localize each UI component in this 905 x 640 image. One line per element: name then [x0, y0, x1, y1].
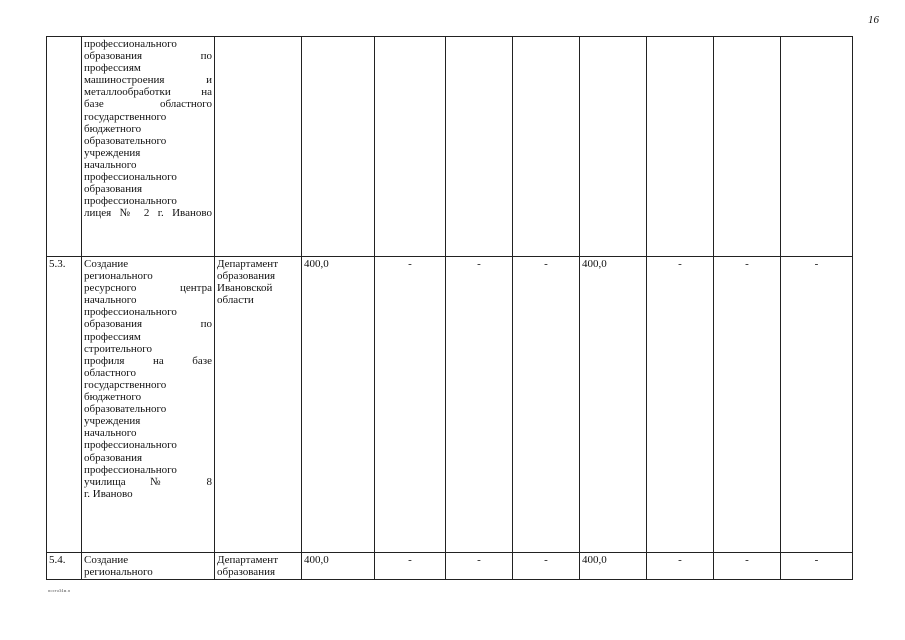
measure-name-line: профессионального	[84, 171, 177, 184]
measure-name-line: учреждения	[84, 415, 141, 428]
measure-name-line: образования	[84, 183, 143, 196]
year-amount-cell: -	[375, 257, 446, 553]
program-table	[46, 36, 853, 580]
measure-name-line: государственного	[84, 378, 167, 391]
executor-line: Ивановской	[217, 282, 273, 295]
measure-name-line: областного	[84, 366, 137, 379]
executor-line: образования	[217, 270, 276, 283]
measure-name-line: начального	[84, 158, 137, 171]
year-amount-cell	[781, 37, 853, 257]
measure-name-line: г. Иваново	[84, 487, 133, 500]
year-amount-cell: -	[781, 257, 853, 553]
measure-name-line: образовательного	[84, 134, 167, 147]
year-amount-cell	[375, 37, 446, 257]
measure-name-line: базе областного	[84, 98, 212, 111]
footer-mark: поста34м.п	[48, 588, 71, 593]
page-number: 16	[868, 14, 879, 26]
table-row	[47, 37, 853, 257]
executor-line: Департамент	[217, 554, 279, 566]
measure-name	[82, 257, 215, 553]
measure-name-line: профессионального	[84, 195, 177, 208]
measure-name-line: строительного	[84, 342, 153, 355]
year-amount-cell: -	[446, 553, 513, 580]
measure-name-line: образования по	[84, 318, 212, 331]
year-amount-cell: -	[714, 257, 781, 553]
year-amount-cell	[513, 37, 580, 257]
year-amount-cell	[446, 37, 513, 257]
total-amount: 400,0	[302, 553, 375, 580]
year-amount-cell	[647, 37, 714, 257]
measure-name-line: училища № 8	[84, 475, 212, 488]
executor	[215, 553, 302, 580]
measure-name-line: государственного	[84, 110, 167, 123]
year-amount-cell: -	[714, 553, 781, 580]
measure-name	[82, 37, 215, 257]
measure-name-line: бюджетного	[84, 122, 142, 135]
measure-name-line: профессиям	[84, 330, 141, 343]
measure-name-line: профиля на базе	[84, 354, 212, 367]
total-amount: 400,0	[302, 257, 375, 553]
year-amount-cell	[580, 37, 647, 257]
measure-name-line: профессионального	[84, 463, 177, 476]
table-row	[47, 553, 853, 580]
year-amount-cell: -	[647, 257, 714, 553]
executor	[215, 257, 302, 553]
measure-name-line: начального	[84, 427, 137, 440]
executor	[215, 37, 302, 257]
year-amount-cell: -	[446, 257, 513, 553]
year-amount-cell: 400,0	[580, 257, 647, 553]
measure-name	[82, 553, 215, 580]
measure-name-line: профессиям	[84, 62, 141, 75]
measure-name-line: Создание	[84, 258, 129, 270]
year-amount-cell: -	[647, 553, 714, 580]
row-index: 5.3.	[47, 257, 82, 553]
measure-name-line: Создание	[84, 554, 129, 566]
measure-name-line: бюджетного	[84, 391, 142, 404]
measure-name-line: профессионального	[84, 439, 177, 452]
executor-line: образования	[217, 566, 276, 579]
measure-name-line: лицея № 2 г. Иваново	[84, 207, 212, 220]
year-amount-cell: -	[513, 257, 580, 553]
executor-line: области	[217, 294, 254, 307]
measure-name-line: профессионального	[84, 306, 177, 319]
year-amount-cell: -	[375, 553, 446, 580]
measure-name-line: ресурсного центра	[84, 282, 212, 295]
row-index	[47, 37, 82, 257]
measure-name-line: образовательного	[84, 403, 167, 416]
measure-name-line: регионального	[84, 270, 153, 283]
table-row	[47, 257, 853, 553]
measure-name-line: начального	[84, 294, 137, 307]
measure-name-line: машиностроения и	[84, 74, 212, 87]
executor-line: Департамент	[217, 258, 279, 270]
year-amount-cell: -	[781, 553, 853, 580]
measure-name-line: образования	[84, 451, 143, 464]
year-amount-cell: -	[513, 553, 580, 580]
measure-name-line: учреждения	[84, 146, 141, 159]
year-amount-cell	[714, 37, 781, 257]
measure-name-line: профессионального	[84, 38, 177, 50]
row-index: 5.4.	[47, 553, 82, 580]
total-amount	[302, 37, 375, 257]
year-amount-cell: 400,0	[580, 553, 647, 580]
measure-name-line: образования по	[84, 50, 212, 63]
measure-name-line: регионального	[84, 566, 153, 579]
measure-name-line: металлообработки на	[84, 86, 212, 99]
